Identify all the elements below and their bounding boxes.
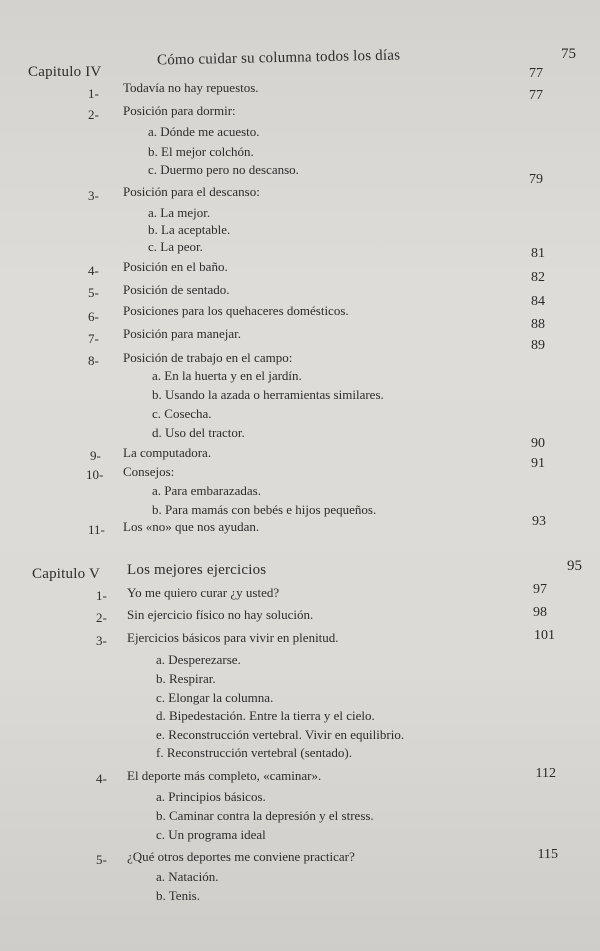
chapter-page: 75 [561, 46, 576, 62]
chapter-title: Cómo cuidar su columna todos los días [156, 47, 401, 69]
item-text: Posición en el baño. [123, 259, 228, 274]
item-sub: b. Usando la azada o herramientas similares. [152, 387, 384, 402]
item-sub: a. La mejor. [148, 205, 211, 220]
item-number: 1- [88, 86, 99, 101]
item-sub: b. Respirar. [156, 671, 216, 686]
item-sub: a. En la huerta y en el jardín. [152, 368, 302, 383]
item-page: 98 [533, 605, 547, 620]
item-page: 93 [532, 514, 546, 529]
item-sub: e. Reconstrucción vertebral. Vivir en equilibrio. [156, 727, 405, 742]
item-page: 101 [534, 628, 555, 643]
item-page: 91 [531, 456, 545, 471]
item-page: 88 [531, 317, 545, 332]
item-text: Posición de trabajo en el campo: [123, 350, 293, 365]
item-text: Posición para el descanso: [123, 184, 260, 199]
item-sub: d. Uso del tractor. [152, 425, 245, 440]
item-number: 5- [88, 285, 99, 300]
item-page: 84 [531, 294, 545, 309]
item-page: 90 [531, 436, 545, 451]
item-sub: c. La peor. [148, 239, 203, 254]
item-sub: c. Duermo pero no descanso. [148, 162, 299, 177]
item-sub: a. Natación. [156, 869, 219, 884]
item-number: 4- [96, 771, 107, 786]
chapter-page: 95 [567, 558, 582, 574]
item-number: 6- [88, 309, 99, 324]
item-number: 4- [88, 263, 99, 278]
item-page: 82 [531, 270, 545, 285]
item-text: Posición para manejar. [123, 326, 242, 341]
item-sub: c. Un programa ideal [156, 827, 266, 842]
item-number: 3- [96, 633, 107, 648]
item-sub: a. Para embarazadas. [152, 483, 261, 498]
item-text: Los «no» que nos ayudan. [123, 519, 260, 534]
item-sub: a. Principios básicos. [156, 789, 266, 804]
chapter-label: Capitulo V [32, 566, 100, 582]
item-sub: c. Cosecha. [152, 406, 212, 421]
item-page: 115 [537, 847, 558, 862]
item-page: 77 [529, 66, 543, 81]
item-text: Consejos: [123, 464, 175, 479]
item-sub: b. Caminar contra la depresión y el stress. [156, 808, 374, 823]
item-text: Posición de sentado. [123, 282, 230, 297]
item-number: 5- [96, 852, 107, 867]
item-number: 10- [86, 467, 104, 482]
item-sub: b. El mejor colchón. [148, 144, 254, 159]
chapter-label: Capitulo IV [28, 64, 102, 80]
item-text: Todavía no hay repuestos. [123, 80, 259, 95]
item-text: Posiciones para los quehaceres domésticos. [123, 303, 349, 318]
item-text: El deporte más completo, «caminar». [127, 768, 322, 783]
item-page: 97 [533, 582, 547, 597]
item-number: 1- [96, 588, 107, 603]
item-page: 79 [529, 172, 543, 187]
item-sub: b. Para mamás con bebés e hijos pequeños. [152, 502, 377, 517]
item-number: 7- [88, 331, 99, 346]
item-text: Yo me quiero curar ¿y usted? [127, 585, 280, 600]
item-text: La computadora. [123, 445, 212, 460]
item-page: 77 [529, 88, 543, 103]
item-number: 8- [88, 353, 99, 368]
item-page: 89 [531, 338, 545, 353]
item-sub: a. Dónde me acuesto. [148, 124, 260, 139]
item-text: Posición para dormir: [123, 103, 236, 118]
chapter-title: Los mejores ejercicios [127, 562, 267, 578]
item-sub: d. Bipedestación. Entre la tierra y el cielo. [156, 708, 375, 723]
item-number: 2- [96, 610, 107, 625]
item-sub: f. Reconstrucción vertebral (sentado). [156, 745, 353, 760]
item-page: 112 [535, 766, 556, 781]
item-number: 3- [88, 188, 99, 203]
item-sub: b. La aceptable. [148, 222, 231, 237]
item-number: 2- [88, 107, 99, 122]
item-number: 11- [88, 522, 105, 537]
item-number: 9- [90, 448, 101, 463]
item-sub: c. Elongar la columna. [156, 690, 274, 705]
item-text: Sin ejercicio físico no hay solución. [127, 607, 314, 622]
item-text: Ejercicios básicos para vivir en plenitud. [127, 630, 339, 645]
item-page: 81 [531, 246, 545, 261]
item-text: ¿Qué otros deportes me conviene practicar? [127, 849, 355, 864]
item-sub: b. Tenis. [156, 888, 200, 903]
item-sub: a. Desperezarse. [156, 652, 241, 667]
